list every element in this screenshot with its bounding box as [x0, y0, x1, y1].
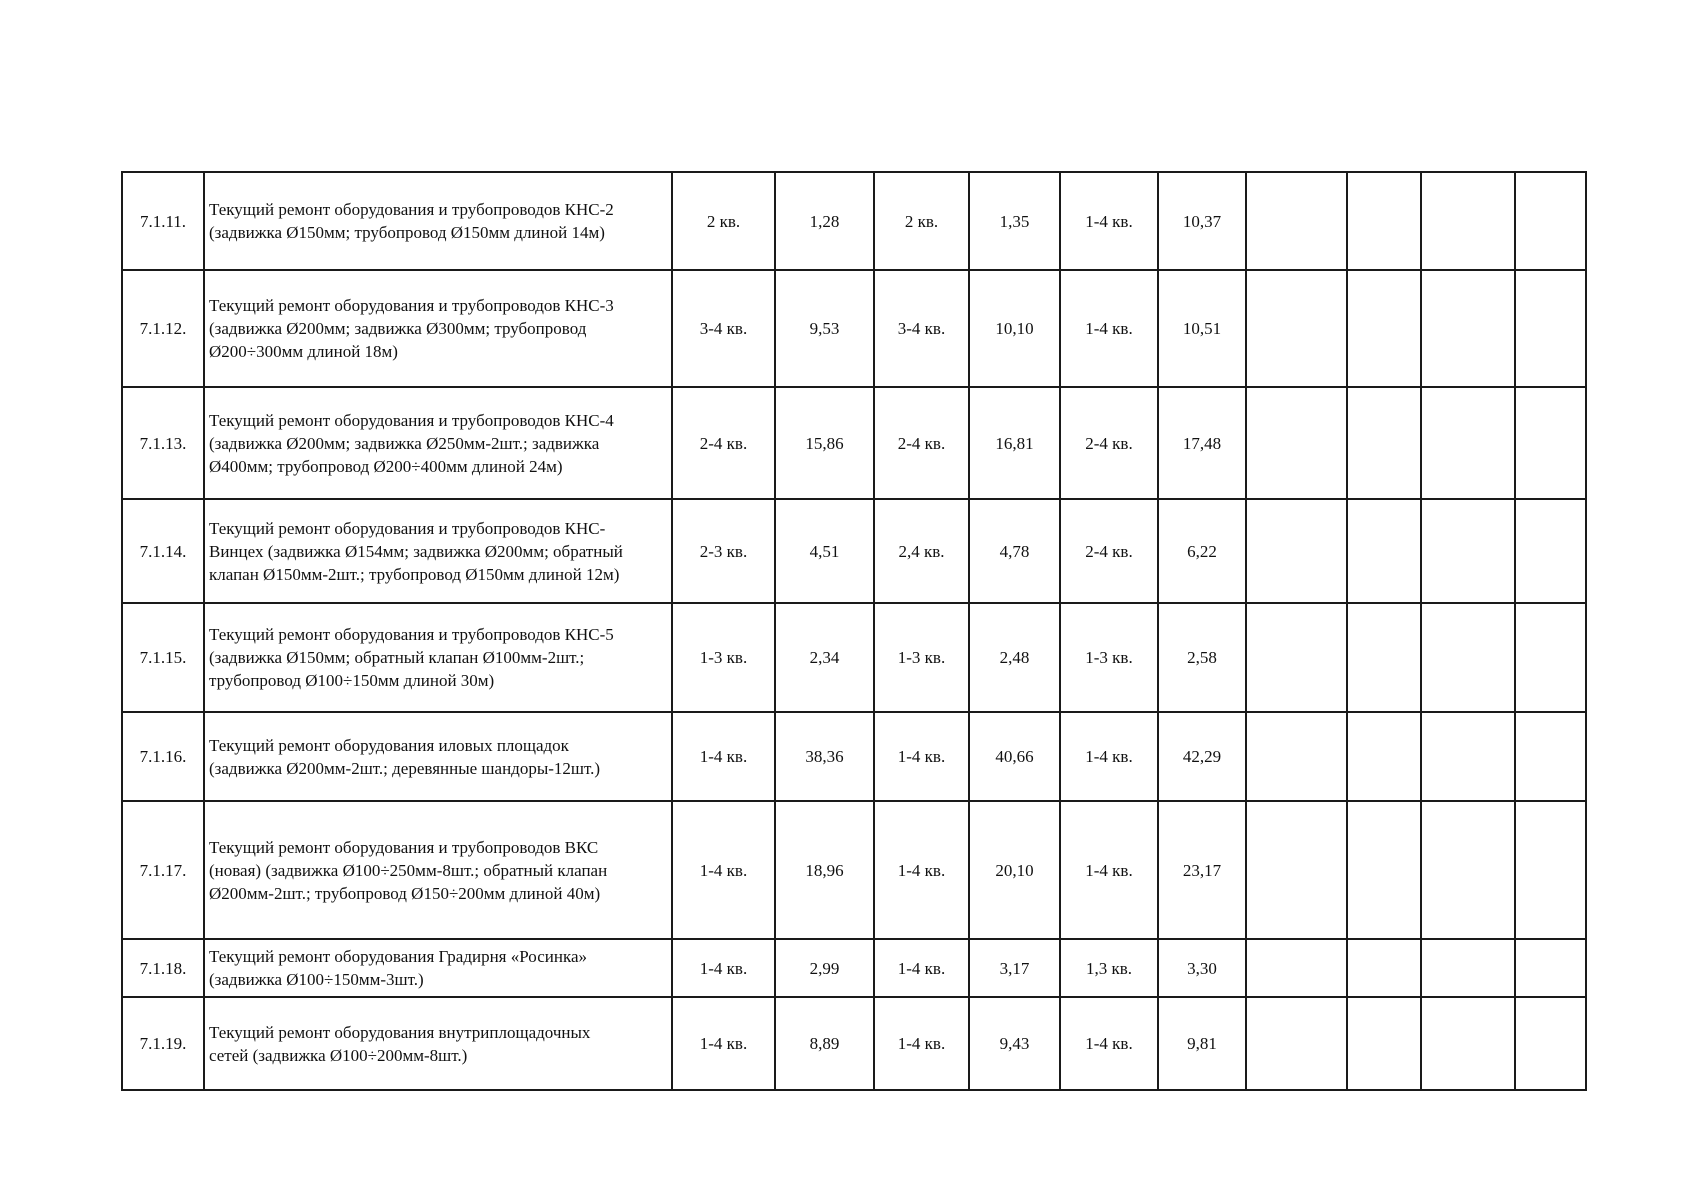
empty-cell [1347, 387, 1421, 499]
period-3-cell: 1-4 кв. [1060, 997, 1158, 1090]
empty-cell [1246, 172, 1347, 270]
description-line: Текущий ремонт оборудования иловых площадок [209, 735, 569, 755]
works-table [121, 171, 1587, 1091]
empty-cell [1515, 997, 1586, 1090]
description-line: (задвижка Ø150мм; трубопровод Ø150мм длиной 14м) [209, 223, 605, 242]
empty-cell [1347, 801, 1421, 939]
empty-cell [1421, 801, 1515, 939]
value-1-cell: 15,86 [775, 387, 874, 499]
period-1-cell: 2 кв. [672, 172, 775, 270]
value-3-cell: 6,22 [1158, 499, 1246, 603]
work-description-cell [204, 387, 672, 499]
value-3-cell: 2,58 [1158, 603, 1246, 712]
period-1-cell: 3-4 кв. [672, 270, 775, 387]
period-1-cell: 2-4 кв. [672, 387, 775, 499]
description-line: (задвижка Ø100÷150мм-3шт.) [209, 970, 424, 989]
empty-cell [1421, 997, 1515, 1090]
period-2-cell: 2 кв. [874, 172, 969, 270]
table-row [122, 801, 1586, 939]
empty-cell [1246, 712, 1347, 801]
table-body [122, 172, 1586, 1090]
value-2-cell: 9,43 [969, 997, 1060, 1090]
empty-cell [1421, 387, 1515, 499]
empty-cell [1421, 939, 1515, 997]
item-number-cell: 7.1.16. [122, 712, 204, 801]
empty-cell [1515, 387, 1586, 499]
empty-cell [1515, 603, 1586, 712]
description-line: (задвижка Ø200мм-2шт.; деревянные шандоры-12шт.) [209, 758, 601, 778]
work-description-cell [204, 712, 672, 801]
period-1-cell: 1-4 кв. [672, 712, 775, 801]
value-3-cell: 3,30 [1158, 939, 1246, 997]
value-1-cell: 38,36 [775, 712, 874, 801]
period-2-cell: 1-3 кв. [874, 603, 969, 712]
value-3-cell: 17,48 [1158, 387, 1246, 499]
empty-cell [1515, 712, 1586, 801]
item-number-cell: 7.1.19. [122, 997, 204, 1090]
empty-cell [1246, 801, 1347, 939]
value-2-cell: 2,48 [969, 603, 1060, 712]
item-number-cell: 7.1.15. [122, 603, 204, 712]
period-2-cell: 2-4 кв. [874, 387, 969, 499]
value-1-cell: 18,96 [775, 801, 874, 939]
value-2-cell: 16,81 [969, 387, 1060, 499]
period-2-cell: 1-4 кв. [874, 712, 969, 801]
empty-cell [1347, 997, 1421, 1090]
period-1-cell: 2-3 кв. [672, 499, 775, 603]
item-number-cell: 7.1.11. [122, 172, 204, 270]
value-1-cell: 4,51 [775, 499, 874, 603]
empty-cell [1246, 603, 1347, 712]
empty-cell [1347, 603, 1421, 712]
value-2-cell: 1,35 [969, 172, 1060, 270]
description-line: Текущий ремонт оборудования и трубопроводов ВКС [209, 837, 599, 857]
period-1-cell: 1-4 кв. [672, 997, 775, 1090]
description-line: (новая) (задвижка Ø100÷250мм-8шт.; обратный клапан [209, 860, 608, 880]
period-2-cell: 1-4 кв. [874, 939, 969, 997]
value-2-cell: 40,66 [969, 712, 1060, 801]
description-line: Текущий ремонт оборудования и трубопроводов КНС-3 [209, 296, 614, 315]
work-description-cell [204, 172, 672, 270]
period-3-cell: 1-3 кв. [1060, 603, 1158, 712]
value-2-cell: 3,17 [969, 939, 1060, 997]
description-line: сетей (задвижка Ø100÷200мм-8шт.) [209, 1045, 468, 1065]
empty-cell [1246, 499, 1347, 603]
value-3-cell: 23,17 [1158, 801, 1246, 939]
period-1-cell: 1-3 кв. [672, 603, 775, 712]
description-line: Ø200мм-2шт.; трубопровод Ø150÷200мм длиной 40м) [209, 883, 601, 903]
value-2-cell: 4,78 [969, 499, 1060, 603]
value-3-cell: 42,29 [1158, 712, 1246, 801]
description-line: Ø200÷300мм длиной 18м) [209, 342, 398, 361]
empty-cell [1421, 603, 1515, 712]
value-1-cell: 8,89 [775, 997, 874, 1090]
period-3-cell: 2-4 кв. [1060, 387, 1158, 499]
table-row [122, 939, 1586, 997]
description-line: клапан Ø150мм-2шт.; трубопровод Ø150мм длиной 12м) [209, 564, 620, 584]
period-2-cell: 3-4 кв. [874, 270, 969, 387]
value-1-cell: 2,99 [775, 939, 874, 997]
empty-cell [1347, 172, 1421, 270]
empty-cell [1515, 172, 1586, 270]
work-description-cell [204, 270, 672, 387]
period-3-cell: 2-4 кв. [1060, 499, 1158, 603]
empty-cell [1515, 939, 1586, 997]
description-line: Текущий ремонт оборудования внутриплощадочных [209, 1022, 591, 1042]
description-line: Ø400мм; трубопровод Ø200÷400мм длиной 24м) [209, 456, 563, 476]
period-3-cell: 1-4 кв. [1060, 270, 1158, 387]
description-line: (задвижка Ø150мм; обратный клапан Ø100мм-2шт.; [209, 648, 585, 667]
item-number-cell: 7.1.18. [122, 939, 204, 997]
description-line: (задвижка Ø200мм; задвижка Ø300мм; трубопровод [209, 319, 587, 338]
empty-cell [1246, 939, 1347, 997]
period-3-cell: 1-4 кв. [1060, 172, 1158, 270]
period-3-cell: 1-4 кв. [1060, 712, 1158, 801]
empty-cell [1515, 801, 1586, 939]
value-3-cell: 10,51 [1158, 270, 1246, 387]
table-row [122, 270, 1586, 387]
value-3-cell: 10,37 [1158, 172, 1246, 270]
description-line: трубопровод Ø100÷150мм длиной 30м) [209, 671, 495, 690]
empty-cell [1347, 270, 1421, 387]
work-description-cell [204, 499, 672, 603]
table-row [122, 712, 1586, 801]
table-row [122, 387, 1586, 499]
empty-cell [1246, 270, 1347, 387]
table-row [122, 603, 1586, 712]
empty-cell [1421, 270, 1515, 387]
item-number-cell: 7.1.17. [122, 801, 204, 939]
table-row [122, 172, 1586, 270]
table-row [122, 499, 1586, 603]
value-1-cell: 9,53 [775, 270, 874, 387]
description-line: Текущий ремонт оборудования и трубопроводов КНС-5 [209, 625, 614, 644]
description-line: (задвижка Ø200мм; задвижка Ø250мм-2шт.; задвижка [209, 433, 600, 453]
work-description-cell [204, 997, 672, 1090]
item-number-cell: 7.1.12. [122, 270, 204, 387]
work-description-cell [204, 801, 672, 939]
empty-cell [1421, 172, 1515, 270]
period-1-cell: 1-4 кв. [672, 939, 775, 997]
period-3-cell: 1-4 кв. [1060, 801, 1158, 939]
description-line: Текущий ремонт оборудования и трубопроводов КНС-2 [209, 200, 614, 219]
period-2-cell: 1-4 кв. [874, 997, 969, 1090]
period-2-cell: 1-4 кв. [874, 801, 969, 939]
item-number-cell: 7.1.14. [122, 499, 204, 603]
empty-cell [1347, 712, 1421, 801]
item-number-cell: 7.1.13. [122, 387, 204, 499]
empty-cell [1246, 997, 1347, 1090]
description-line: Текущий ремонт оборудования и трубопроводов КНС- [209, 518, 606, 538]
description-line: Винцех (задвижка Ø154мм; задвижка Ø200мм; обратный [209, 541, 623, 561]
empty-cell [1347, 939, 1421, 997]
empty-cell [1246, 387, 1347, 499]
empty-cell [1421, 712, 1515, 801]
period-2-cell: 2,4 кв. [874, 499, 969, 603]
period-1-cell: 1-4 кв. [672, 801, 775, 939]
work-description-cell [204, 939, 672, 997]
empty-cell [1347, 499, 1421, 603]
description-line: Текущий ремонт оборудования и трубопроводов КНС-4 [209, 410, 614, 430]
empty-cell [1515, 270, 1586, 387]
value-1-cell: 2,34 [775, 603, 874, 712]
empty-cell [1421, 499, 1515, 603]
description-line: Текущий ремонт оборудования Градирня «Росинка» [209, 947, 587, 966]
work-description-cell [204, 603, 672, 712]
value-1-cell: 1,28 [775, 172, 874, 270]
table-row [122, 997, 1586, 1090]
period-3-cell: 1,3 кв. [1060, 939, 1158, 997]
value-2-cell: 20,10 [969, 801, 1060, 939]
value-2-cell: 10,10 [969, 270, 1060, 387]
value-3-cell: 9,81 [1158, 997, 1246, 1090]
empty-cell [1515, 499, 1586, 603]
